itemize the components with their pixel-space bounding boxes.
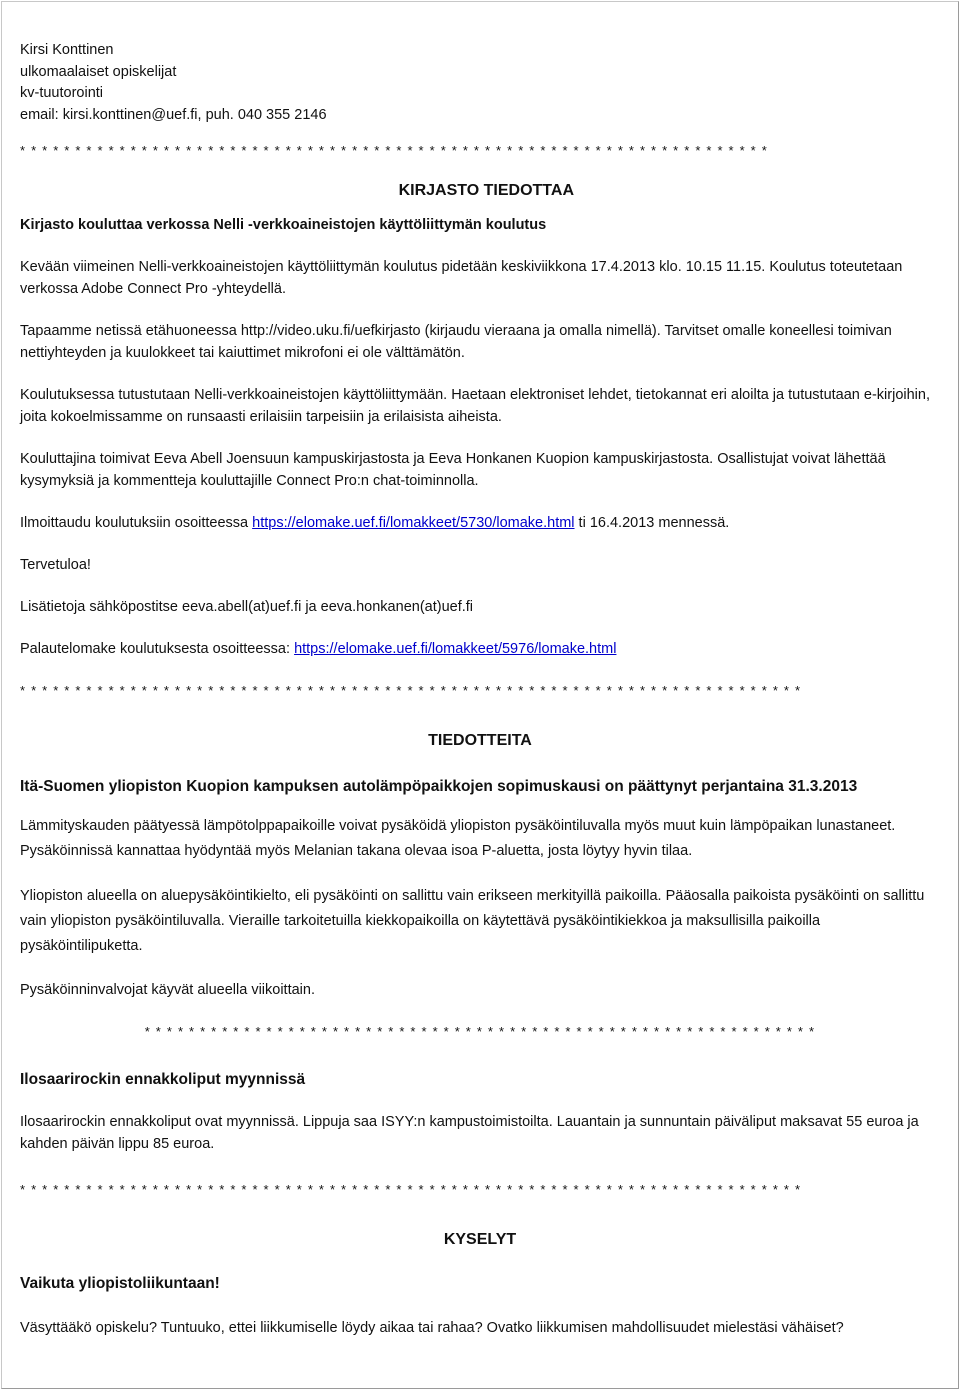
- contact-name: Kirsi Konttinen: [20, 42, 114, 58]
- parking-title: Itä-Suomen yliopiston Kuopion kampuksen autolämpöpaikkojen sopimuskausi on päättynyt perjantaina 31.3.2013: [20, 778, 858, 795]
- contact-block: [20, 40, 940, 126]
- library-subheading: Kirjasto kouluttaa verkossa Nelli -verkkoaineistojen käyttöliittymän koulutus: [20, 217, 547, 233]
- feedback-link[interactable]: https://elomake.uef.fi/lomakkeet/5976/lomake.html: [294, 641, 617, 657]
- feedback-text: Palautelomake koulutuksesta osoitteessa:: [20, 641, 295, 657]
- contact-role: ulkomaalaiset opiskelijat: [20, 63, 177, 80]
- survey-paragraph: Väsyttääkö opiskelu? Tuntuuko, ettei liikkumiselle löydy aikaa tai rahaa? Ovatko liikkumisen mahdollisuudet mielestäsi vähäiset?: [20, 1320, 844, 1336]
- more-info-text: Lisätietoja sähköpostitse eeva.abell(at)uef.fi ja eeva.honkanen(at)uef.fi: [20, 599, 474, 615]
- separator-stars: * * * * * * * * * * * * * * * * * * * * * * * * * * * * * * * * * * * * * * * * * * * * * * * * * * * * * * * * * * * * * * * * * * * * * * *: [20, 683, 802, 698]
- notice-paragraph: Yliopiston alueella on aluepysäköintikielto, eli pysäköinti on sallittu vain erikseen merkityillä paikoilla. Pääosalla paikoista pysäköinti on sallittu vain yliopiston pysäköintiluvalla. Vieraille tarkoitetuilla kiekkopaikoilla on käytettävä pysäköintikiekkoa ja maksullisilla paikoilla pysäköintilipuketta.: [20, 888, 925, 954]
- ilosaarirock-title: Ilosaarirockin ennakkoliput myynnissä: [20, 1071, 306, 1088]
- library-heading: KIRJASTO TIEDOTTAA: [398, 182, 574, 199]
- registration-text: Ilmoittaudu koulutuksiin osoitteessa: [20, 515, 253, 531]
- survey-heading: KYSELYT: [443, 1231, 517, 1248]
- notice-paragraph: Pysäköinninvalvojat käyvät alueella viikoittain.: [20, 982, 315, 998]
- library-paragraph: Kevään viimeinen Nelli-verkkoaineistojen käyttöliittymän koulutus pidetään keskiviikkona 17.4.2013 klo. 10.15 11.15. Koulutus toteutetaan verkossa Adobe Connect Pro -yhteydellä.: [20, 259, 903, 297]
- registration-link[interactable]: https://elomake.uef.fi/lomakkeet/5730/lomake.html: [252, 515, 575, 531]
- contact-email-phone: email: kirsi.konttinen@uef.fi, puh. 040 355 2146: [20, 106, 327, 123]
- separator-stars: * * * * * * * * * * * * * * * * * * * * * * * * * * * * * * * * * * * * * * * * * * * * * * * * * * * * * * * * * * * * *: [144, 1024, 816, 1039]
- library-paragraph: Kouluttajina toimivat Eeva Abell Joensuun kampuskirjastosta ja Eeva Honkanen Kuopion kampuskirjastosta. Osallistujat voivat lähettää kysymyksiä ja kommentteja kouluttajille Connect Pro:n chat-toiminnolla.: [20, 451, 886, 489]
- registration-deadline: ti 16.4.2013 mennessä.: [574, 515, 730, 531]
- welcome-text: Tervetuloa!: [20, 557, 91, 573]
- separator-stars: * * * * * * * * * * * * * * * * * * * * * * * * * * * * * * * * * * * * * * * * * * * * * * * * * * * * * * * * * * * * * * * * * * * * * * *: [20, 1182, 802, 1197]
- document-page: [20, 40, 940, 1339]
- library-paragraph: Tapaamme netissä etähuoneessa http://video.uku.fi/uefkirjasto (kirjaudu vieraana ja omalla nimellä). Tarvitset omalle koneellesi toimivan nettiyhteyden ja kuulokkeet tai kaiuttimet mikrofoni ei ole välttämätön.: [20, 323, 892, 361]
- notice-paragraph: Lämmityskauden päätyessä lämpötolppapaikoille voivat pysäköidä yliopiston pysäköintiluvalla myös muut kuin lämpöpaikan lunastaneet. Pysäköinnissä kannattaa hyödyntää myös Melanian takana olevaa isoa P-aluetta, josta löytyy hyvin tilaa.: [20, 818, 896, 859]
- separator-stars: * * * * * * * * * * * * * * * * * * * * * * * * * * * * * * * * * * * * * * * * * * * * * * * * * * * * * * * * * * * * * * * * * * * *: [20, 143, 769, 158]
- feedback-paragraph: [20, 638, 940, 660]
- library-paragraph: Koulutuksessa tutustutaan Nelli-verkkoaineistojen käyttöliittymään. Haetaan elektroniset lehdet, tietokannat eri aloilta ja tutustutaan e-kirjoihin, joita kokoelmissamme on runsaasti erilaisiin tarpeisiin ja erilaisista aiheista.: [20, 387, 930, 425]
- contact-unit: kv-tuutorointi: [20, 85, 104, 101]
- survey-title: Vaikuta yliopistoliikuntaan!: [20, 1275, 220, 1292]
- registration-paragraph: [20, 512, 940, 534]
- notices-heading: TIEDOTTEITA: [428, 732, 532, 749]
- ilosaarirock-paragraph: Ilosaarirockin ennakkoliput ovat myynnissä. Lippuja saa ISYY:n kampustoimistoilta. Lauantain ja sunnuntain päiväliput maksavat 55 euroa ja kahden päivän lippu 85 euroa.: [20, 1114, 919, 1152]
